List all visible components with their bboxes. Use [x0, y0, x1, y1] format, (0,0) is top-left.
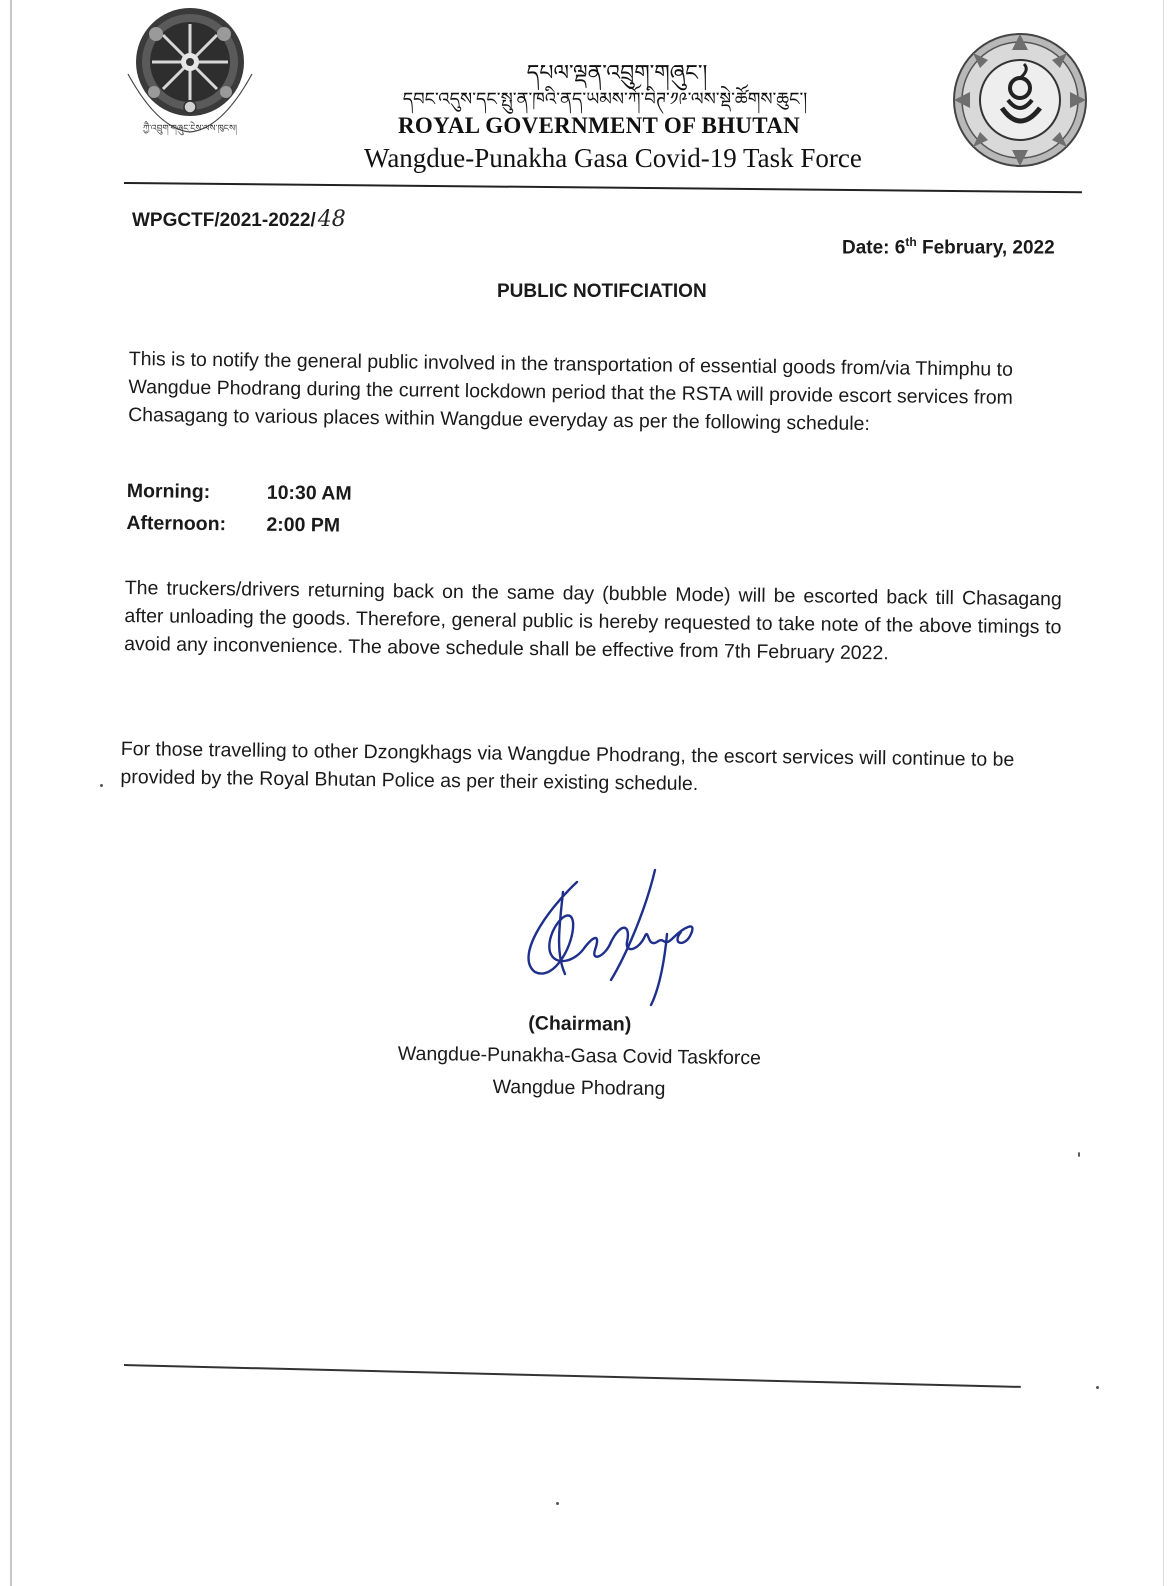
handwritten-signature — [515, 862, 715, 1012]
dharma-wheel-emblem-icon — [950, 30, 1090, 170]
paper-speck — [100, 784, 103, 787]
emblem-left-script: ཀྱཻ་འབྲུག་གཞུང་ངེས་ལས་ཁུངས། — [142, 124, 238, 134]
schedule-time: 2:00 PM — [266, 513, 341, 537]
signatory-place: Wangdue Phodrang — [492, 1075, 666, 1101]
schedule-time: 10:30 AM — [266, 481, 352, 505]
reference-number — [132, 207, 346, 232]
reference-handwritten-number: 48 — [317, 207, 346, 232]
signatory-block — [379, 1006, 780, 1107]
date-suffix: th — [905, 235, 917, 249]
dzongkha-title-line-2: དབང་འདུས་དང་སྤུ་ན་ཁའི་ནད་ཡམས་ཀོ་བིཊ་༡༩་ལས་སྡེ་ཚོགས་ཆུང་། — [402, 89, 808, 110]
date-label: Date: 6 — [842, 237, 906, 259]
page-edge-left — [10, 0, 12, 1586]
signatory-role: (Chairman) — [528, 1012, 632, 1036]
schedule-label: Afternoon: — [126, 511, 227, 535]
dzongkha-title-line-1: དཔལ་ལྡན་འབྲུག་གཞུང་། — [526, 61, 708, 86]
escort-schedule — [126, 475, 352, 542]
notice-title: PUBLIC NOTIFCIATION — [497, 281, 707, 302]
header-divider — [124, 182, 1082, 193]
task-force-title: Wangdue-Punakha Gasa Covid-19 Task Force — [364, 143, 862, 173]
signatory-organization: Wangdue-Punakha-Gasa Covid Taskforce — [397, 1042, 762, 1070]
paper-speck — [556, 1502, 559, 1505]
page-edge-right — [1163, 0, 1164, 1586]
schedule-row-morning — [127, 475, 352, 510]
document-date — [842, 235, 1055, 259]
paper-speck — [1078, 1152, 1080, 1157]
date-rest: February, 2022 — [916, 237, 1055, 259]
paragraph-other-dzongkhags: For those travelling to other Dzongkhags via Wangdue Phodrang, the escort services will continue to be provided by the Royal Bhutan Police as per their existing schedule. — [120, 737, 1015, 796]
reference-prefix: WPGCTF/2021-2022/ — [132, 210, 316, 231]
paragraph-bubble-mode: The truckers/drivers returning back on the same day (bubble Mode) will be escorted back till Chasagang after unloading the goods. Therefore, general public is hereby requested to take note of the above timings to avoid any inconvenience. The above schedule shall be effective from 7th February 2022. — [124, 576, 1062, 665]
schedule-label: Morning: — [126, 479, 211, 503]
footer-divider — [124, 1364, 1021, 1388]
paper-speck — [1096, 1386, 1099, 1389]
schedule-row-afternoon — [126, 507, 351, 542]
paragraph-intro: This is to notify the general public involved in the transportation of essential goods from/via Thimphu to Wangdue Phodrang during the current lockdown period that the RSTA will provide escort services from Chasagang to various places within Wangdue everyday as per the following schedule: — [128, 347, 1014, 436]
royal-government-emblem-icon — [118, 4, 258, 144]
government-title: ROYAL GOVERNMENT OF BHUTAN — [398, 113, 801, 138]
